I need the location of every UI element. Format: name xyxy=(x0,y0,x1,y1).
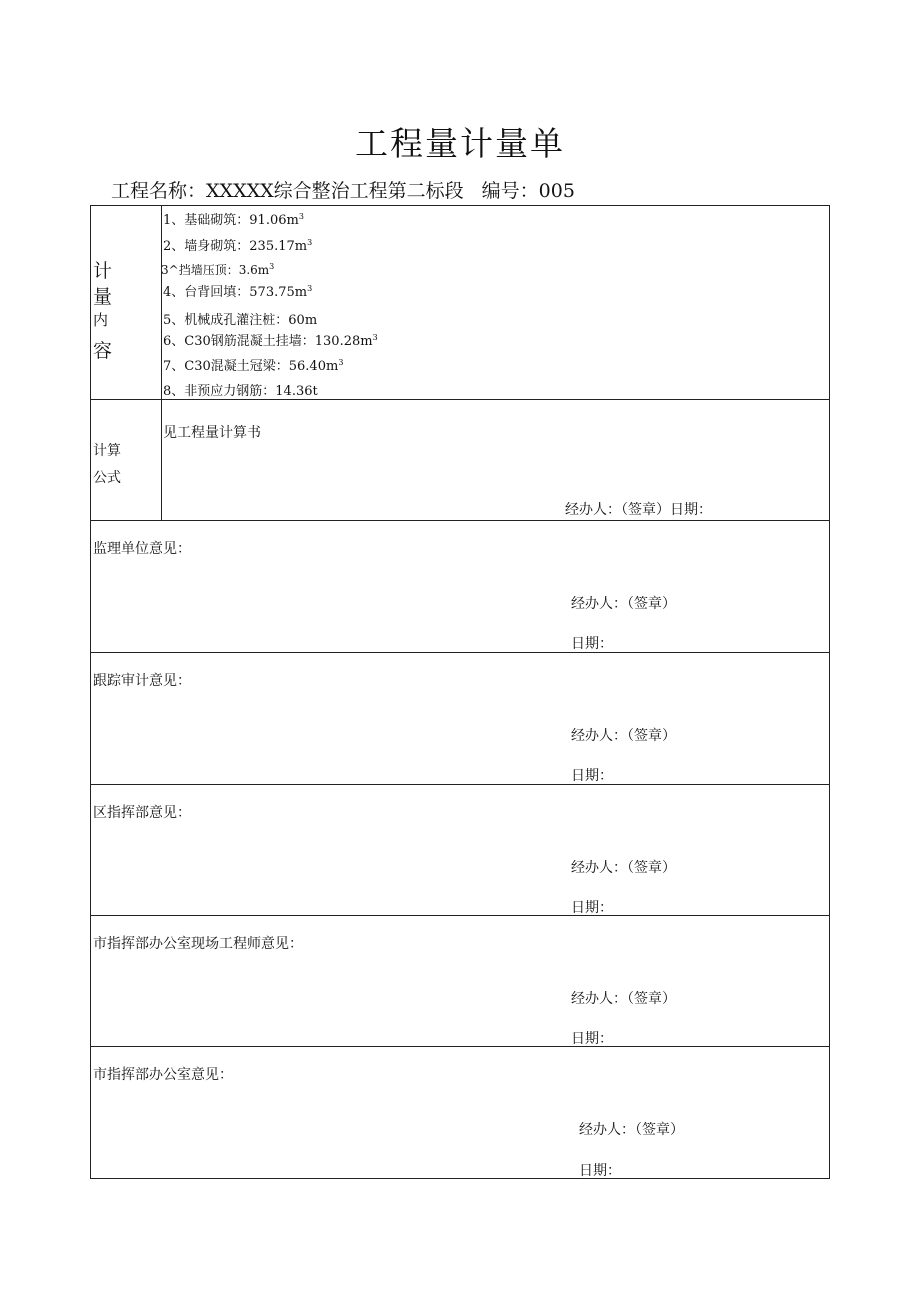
date-line: 日期： xyxy=(571,1031,613,1047)
measure-item: 4、台背回填：$573.75m^3$ xyxy=(163,284,313,300)
measure-label-char: 量 xyxy=(93,286,113,308)
formula-label-line: 公式 xyxy=(93,470,121,486)
opinion-label: 市指挥部办公室意见： xyxy=(93,1067,233,1083)
district-hq-opinion-row xyxy=(91,785,829,916)
formula-text: 见工程量计算书 xyxy=(163,425,261,441)
audit-opinion-row xyxy=(91,653,829,785)
measure-content-label xyxy=(91,206,162,399)
formula-label-cell xyxy=(91,400,162,520)
measure-item: 6、C30钢筋混凝土挂墙：$130.28m^3$ xyxy=(163,333,378,349)
page-title: 工程量计量单 xyxy=(355,124,565,163)
project-info-line xyxy=(111,176,575,203)
measure-item: 7、C30混凝土冠梁：$56.40m^3$ xyxy=(163,358,344,374)
date-line: 日期： xyxy=(571,768,613,784)
signature-line: 经办人：（签章） xyxy=(579,1122,684,1138)
signature-line: 经办人：（签章） xyxy=(571,991,676,1007)
date-line: 日期： xyxy=(571,636,613,652)
signature-line: 经办人：（签章） xyxy=(571,860,676,876)
opinion-label: 跟踪审计意见： xyxy=(93,673,191,689)
date-line: 日期： xyxy=(571,900,613,916)
measure-item: 1、基础砌筑：$91.06m^3$ xyxy=(163,212,304,228)
date-line: 日期： xyxy=(579,1163,621,1179)
project-name-label: 工程名称： xyxy=(111,180,207,202)
measure-label-char: 内 xyxy=(93,311,109,329)
opinion-label: 市指挥部办公室现场工程师意见： xyxy=(93,936,303,952)
document-number-value: 005 xyxy=(538,180,575,202)
signature-line: 经办人：（签章） xyxy=(571,596,676,612)
measure-item: 8、非预应力钢筋：14.36t xyxy=(163,384,318,399)
formula-signature-line: 经办人：（签章）日期： xyxy=(565,502,712,518)
measure-item: 2、墙身砌筑：$235.17m^3$ xyxy=(163,238,313,254)
measurement-form-table xyxy=(90,205,830,1179)
city-office-opinion-row xyxy=(91,1047,829,1178)
measure-content-row xyxy=(91,206,829,400)
formula-label-line: 计算 xyxy=(93,443,121,459)
project-name-value: XXXXX综合整治工程第二标段 xyxy=(206,180,464,202)
supervisor-opinion-row xyxy=(91,521,829,653)
measure-item: 5、机械成孔灌注桩：60m xyxy=(163,313,318,328)
opinion-label: 监理单位意见： xyxy=(93,541,191,557)
measure-item: 3^挡墙压顶：$3.6m^3$ xyxy=(161,262,275,277)
document-number-label: 编号： xyxy=(481,180,539,202)
opinion-label: 区指挥部意见： xyxy=(93,805,191,821)
signature-line: 经办人：（签章） xyxy=(571,728,676,744)
city-engineer-opinion-row xyxy=(91,916,829,1047)
formula-row xyxy=(91,400,829,521)
measure-label-char: 容 xyxy=(93,340,113,362)
measure-label-char: 计 xyxy=(93,260,113,282)
